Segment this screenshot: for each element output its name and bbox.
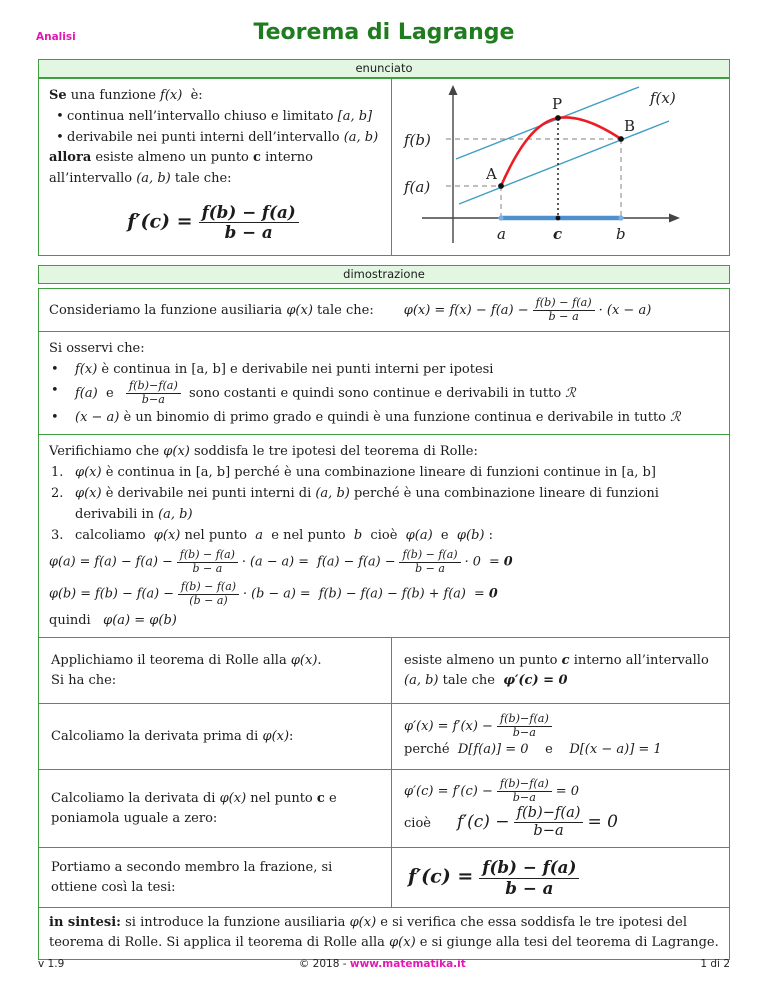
right-cell bbox=[391, 638, 729, 703]
fraction: $\frac{f(b)-f(a)}{b-a}$ bbox=[497, 713, 552, 740]
statement-bullet: • continua nell’intervallo chiuso e limitato [a, b] bbox=[49, 107, 383, 128]
label-fa: f(a) bbox=[404, 178, 431, 196]
right-cell bbox=[391, 704, 729, 769]
enunciato-graph-cell bbox=[391, 79, 729, 255]
page-footer bbox=[38, 958, 730, 970]
statement-line: all’intervallo (a, b) tale che: bbox=[49, 171, 232, 187]
statement-line: Se una funzione f(x) è: bbox=[49, 88, 203, 103]
list-heading: Verifichiamo che φ(x) soddisfa le tre ipotesi del teorema di Rolle: bbox=[49, 443, 478, 459]
label-a: a bbox=[497, 225, 506, 243]
row-derivata-prima bbox=[39, 703, 729, 769]
c-axis-dot bbox=[556, 216, 561, 221]
phi-a-formula: φ(a) = f(a) − f(a) − $\frac{f(b) - f(a)}{b - a}$ · (a − a) = f(a) − f(a) − $\frac{f(b) - f(a)}{b - a}$ · 0 = 0 bbox=[49, 547, 513, 575]
row-text: Calcoliamo la derivata di φ(x) nel punto c e poniamola uguale a zero: bbox=[51, 790, 337, 826]
statement-bullet: • derivabile nei punti interni dell’intervallo (a, b) bbox=[49, 128, 383, 149]
page-title: Teorema di Lagrange bbox=[253, 20, 515, 45]
doc-category-label: Analisi bbox=[36, 31, 76, 43]
row-text: esiste almeno un punto c interno all’intervallo bbox=[404, 652, 709, 668]
mean-value-theorem-graph bbox=[392, 80, 729, 255]
row-funzione-ausiliaria bbox=[39, 289, 729, 331]
left-cell bbox=[39, 704, 391, 769]
label-A: A bbox=[486, 165, 497, 183]
tesi-formula: f′(c) = $\frac{f(b) - f(a)}{b - a}$ bbox=[404, 858, 717, 897]
fraction: $\frac{f(b) - f(a)}{b - a}$ bbox=[399, 549, 460, 575]
row-text: Calcoliamo la derivata prima di φ(x): bbox=[51, 728, 294, 744]
fraction: $\frac{f(b) - f(a)}{b - a}$ bbox=[533, 297, 595, 324]
numbered-item: 1. φ(x) è continua in [a, b] perché è una combinazione lineare di funzioni continue in [a, b] bbox=[51, 464, 656, 480]
point-B-dot bbox=[618, 136, 624, 142]
page-content bbox=[38, 59, 730, 960]
page-number: 1 di 2 bbox=[700, 958, 730, 970]
left-cell bbox=[39, 638, 391, 703]
section-bar-dimostrazione: dimostrazione bbox=[38, 265, 730, 284]
list-item: • f(a) e $\frac{f(b)-f(a)}{b-a}$ sono costanti e quindi sono continue e derivabili in tutto ℛ bbox=[51, 379, 576, 407]
left-cell bbox=[39, 848, 391, 907]
label-c: c bbox=[553, 225, 563, 243]
fraction: $\frac{f(b) - f(a)}{(b - a)}$ bbox=[178, 581, 239, 607]
row-tesi bbox=[39, 847, 729, 907]
phi-prime-formula: φ′(x) = f′(x) − $\frac{f(b)-f(a)}{b-a}$ bbox=[404, 713, 717, 740]
list-item: • (x − a) è un binomio di primo grado e quindi è una funzione continua e derivabile in tutto ℛ bbox=[49, 407, 719, 428]
fraction: $\frac{f(b) - f(a)}{b - a}$ bbox=[479, 858, 579, 897]
a-endpoint-dot bbox=[498, 215, 503, 220]
enunciato-box bbox=[38, 78, 730, 256]
enunciato-statement bbox=[39, 79, 391, 255]
function-curve bbox=[501, 117, 621, 186]
label-fx: f(x) bbox=[650, 89, 676, 107]
label-B: B bbox=[624, 117, 636, 135]
point-P-dot bbox=[555, 115, 561, 121]
bullet-icon: • bbox=[56, 108, 64, 124]
quindi-line: quindi φ(a) = φ(b) bbox=[49, 613, 177, 629]
phi-prime-c-formula: φ′(c) = f′(c) − $\frac{f(b)-f(a)}{b-a}$ = 0 bbox=[404, 777, 580, 805]
phi-definition-formula: φ(x) = f(x) − f(a) − $\frac{f(b) - f(a)}{b - a}$ · (x − a) bbox=[403, 295, 652, 323]
fraction: $\frac{f(b) - f(a)}{b - a}$ bbox=[177, 549, 238, 575]
label-b: b bbox=[616, 225, 626, 243]
row-text: (a, b) tale che φ′(c) = 0 bbox=[404, 672, 568, 688]
x-axis-arrow-icon bbox=[669, 214, 680, 223]
statement-line: allora esiste almeno un punto c interno bbox=[49, 150, 313, 166]
fraction: $\frac{f(b)-f(a)}{b-a}$ bbox=[126, 380, 181, 407]
row-osservazioni bbox=[39, 331, 729, 434]
row-text: Consideriamo la funzione ausiliaria φ(x) tale che: bbox=[49, 302, 374, 318]
row-text: Applichiamo il teorema di Rolle alla φ(x). bbox=[51, 652, 322, 668]
point-A-dot bbox=[498, 183, 504, 189]
row-text: Portiamo a secondo membro la frazione, si ottiene così la tesi: bbox=[51, 859, 333, 895]
fraction: $\frac{f(b)-f(a)}{b-a}$ bbox=[497, 778, 552, 805]
website-link[interactable]: www.matematika.it bbox=[349, 958, 466, 970]
right-cell bbox=[391, 848, 729, 907]
copyright: © 2018 - www.matematika.it bbox=[298, 958, 466, 970]
list-item: • f(x) è continua in [a, b] e derivabile nei punti interni per ipotesi bbox=[49, 359, 719, 380]
dimostrazione-box bbox=[38, 288, 730, 960]
list-heading: Si osservi che: bbox=[49, 341, 145, 356]
label-P: P bbox=[552, 95, 563, 113]
fraction: $\frac{f(b) - f(a)}{b - a}$ bbox=[199, 203, 299, 242]
perche-line: perché D[f(a)] = 0 e D[(x − a)] = 1 bbox=[404, 741, 662, 757]
row-in-sintesi: in sintesi: si introduce la funzione ausiliaria φ(x) e si verifica che essa soddisfa le tre ipotesi del teorema di Rolle. Si applica il teorema di Rolle alla φ(x) e si giunge alla tesi del teorema di Lagrange. bbox=[39, 907, 729, 958]
label-fb: f(b) bbox=[404, 131, 431, 149]
bullet-icon: • bbox=[51, 362, 59, 378]
bullet-icon: • bbox=[51, 383, 59, 399]
row-ipotesi-rolle bbox=[39, 434, 729, 638]
numbered-item: 2. φ(x) è derivabile nei punti interni di (a, b) perché è una combinazione lineare di funzioni derivabili in (a, b) bbox=[51, 485, 659, 522]
left-cell bbox=[39, 770, 391, 847]
phi-b-formula: φ(b) = f(b) − f(a) − $\frac{f(b) - f(a)}{(b - a)}$ · (b − a) = f(b) − f(a) − f(b) + f(a) = 0 bbox=[49, 580, 498, 607]
row-derivata-in-c bbox=[39, 769, 729, 847]
lagrange-formula: f′(c) = $\frac{f(b) - f(a)}{b - a}$ bbox=[49, 203, 383, 242]
b-endpoint-dot bbox=[618, 215, 623, 220]
fraction: $\frac{f(b)-f(a)}{b-a}$ bbox=[514, 805, 584, 839]
bullet-icon: • bbox=[56, 129, 64, 145]
y-axis-arrow-icon bbox=[449, 85, 458, 95]
secant-line bbox=[459, 121, 669, 204]
version-label: v 1.9 bbox=[38, 958, 65, 970]
right-cell bbox=[391, 770, 729, 847]
cioe-formula: cioè f′(c) − $\frac{f(b)-f(a)}{b-a}$ = 0 bbox=[404, 803, 618, 839]
bullet-icon: • bbox=[51, 409, 59, 425]
section-bar-enunciato: enunciato bbox=[38, 59, 730, 78]
row-applichiamo-rolle bbox=[39, 637, 729, 703]
row-text: Si ha che: bbox=[51, 672, 117, 688]
numbered-item: 3. calcoliamo φ(x) nel punto a e nel punto b cioè φ(a) e φ(b) : bbox=[51, 527, 493, 543]
